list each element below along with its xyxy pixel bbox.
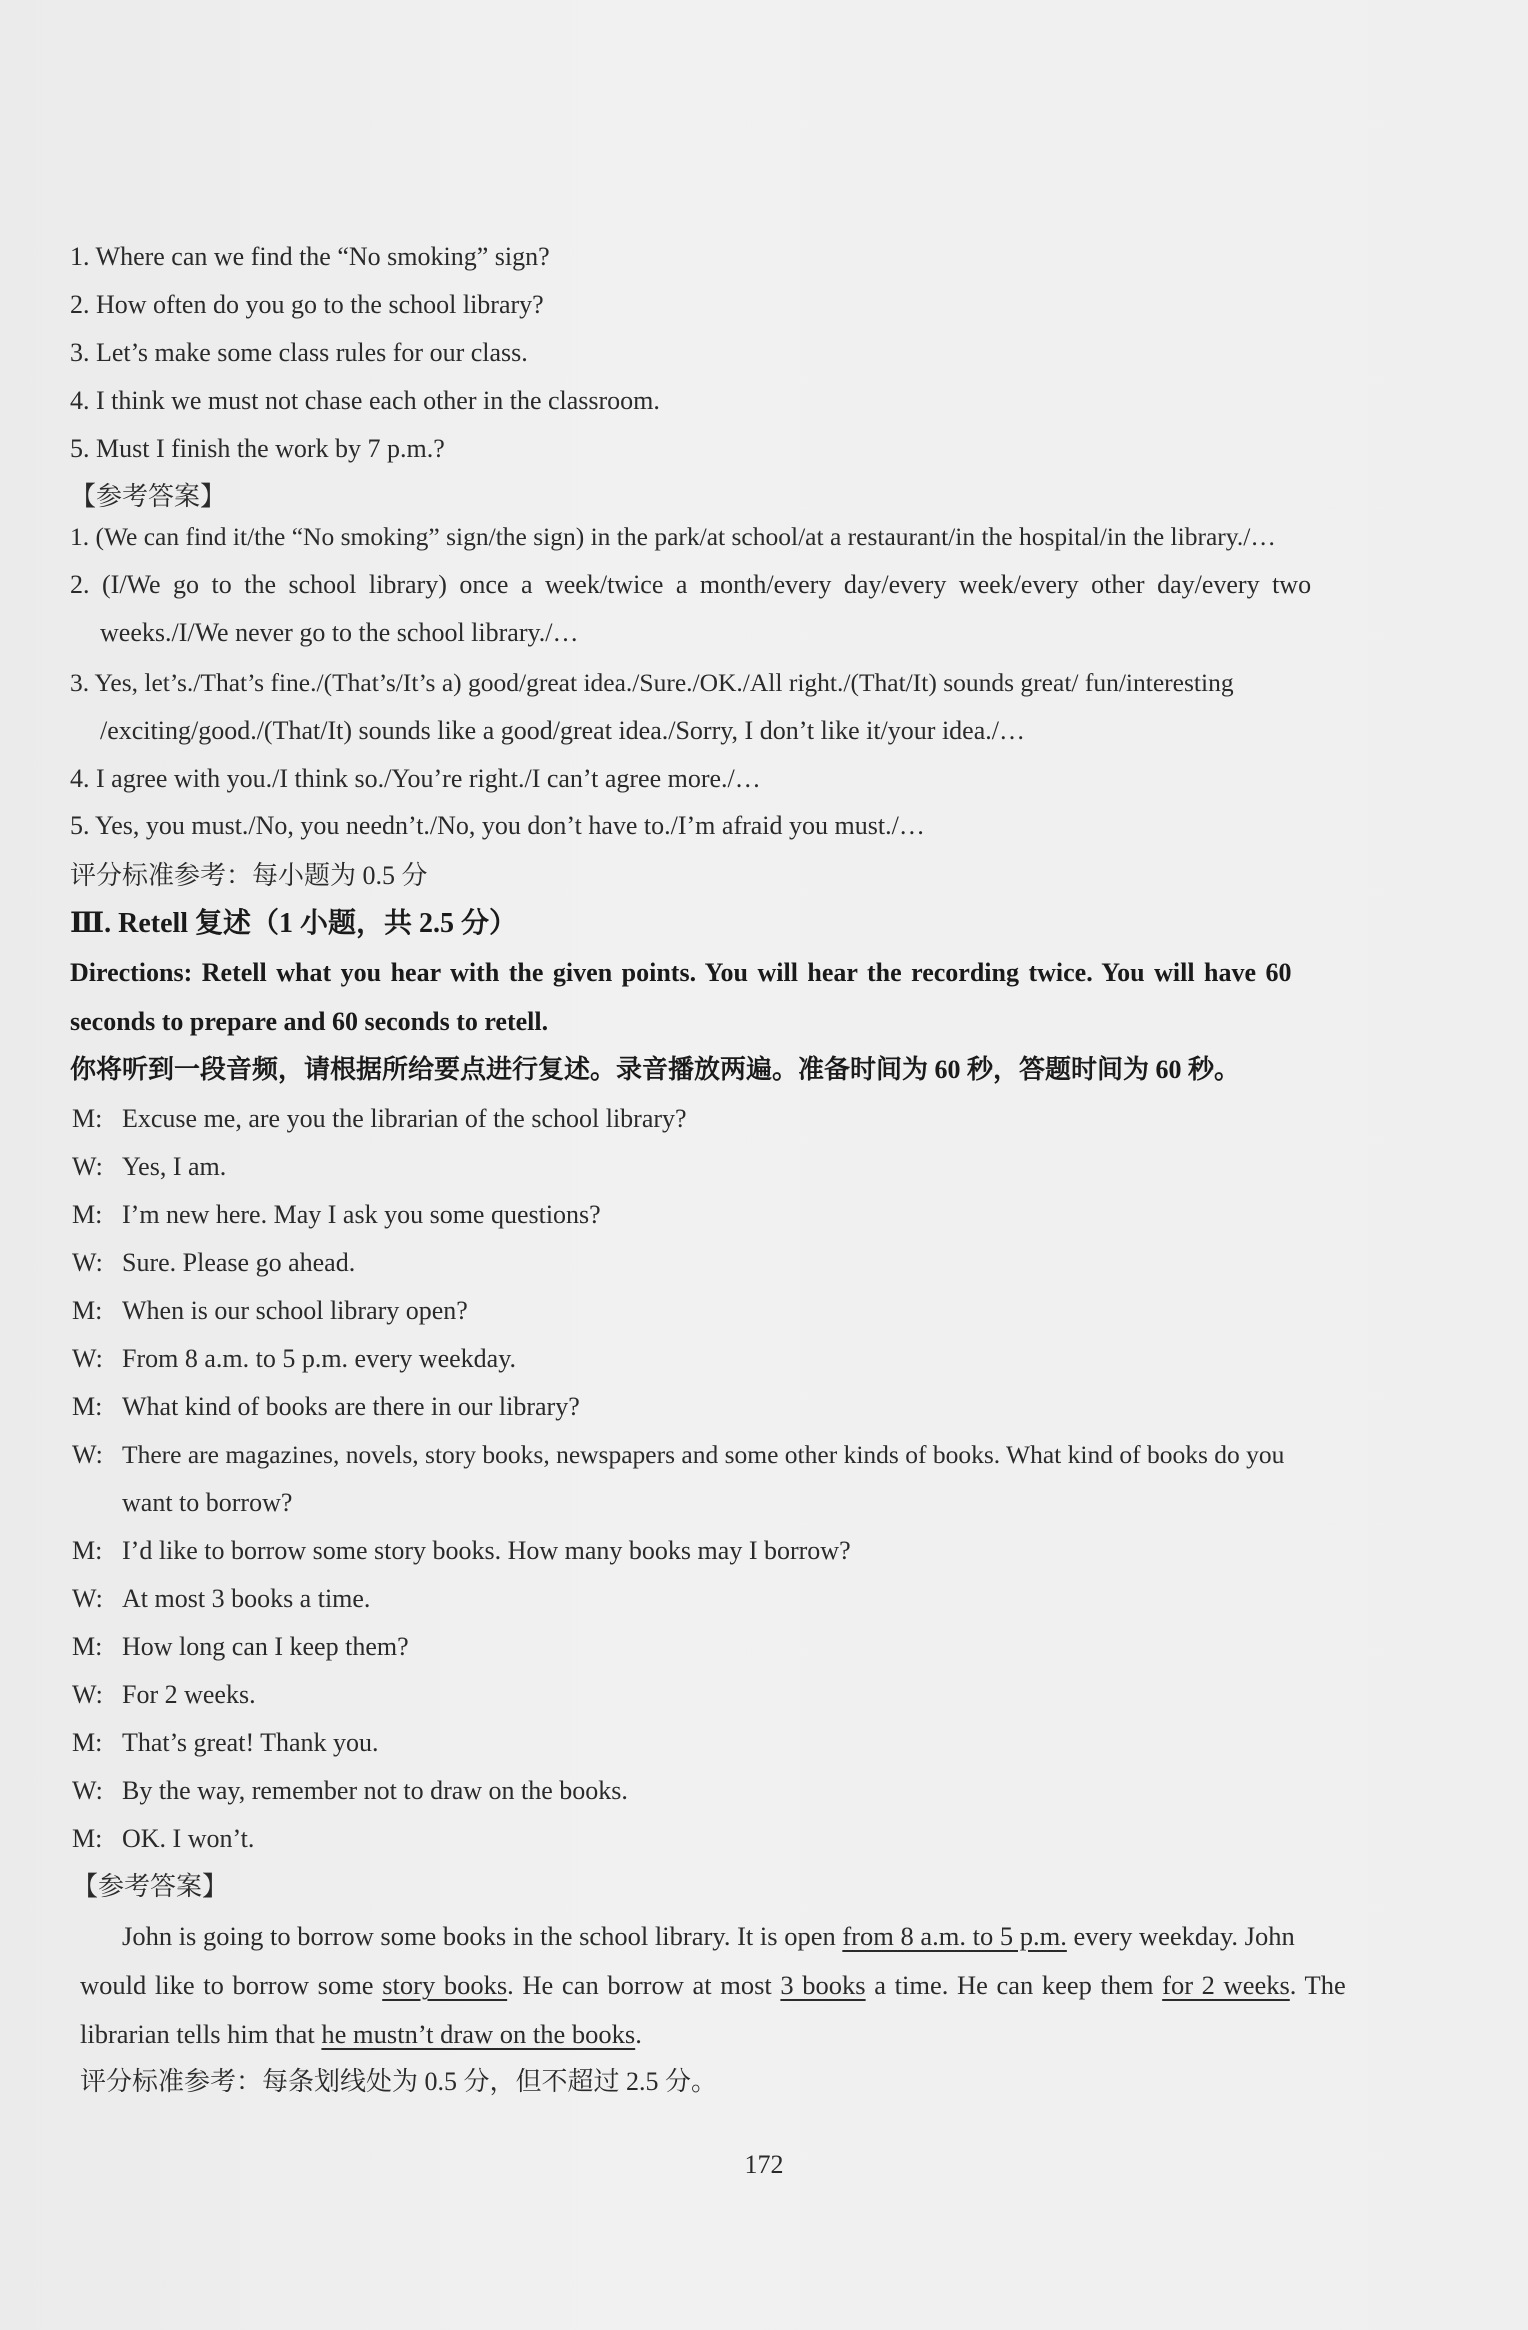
directions-line-2: seconds to prepare and 60 seconds to retell.	[70, 1007, 549, 1036]
summary-line-3	[80, 2018, 642, 2050]
scoring-note-2: 评分标准参考：每条划线处为 0.5 分，但不超过 2.5 分。	[80, 2067, 718, 2096]
answer-3-line-1: 3. Yes, let’s./That’s fine./(That’s/It’s a) good/great idea./Sure./OK./All right./(That/It) sounds great/ fun/interesting	[70, 668, 1234, 697]
summary-underlined: from 8 a.m. to 5 p.m.	[842, 1921, 1067, 1951]
dialogue-speaker: W:	[72, 1776, 103, 1805]
dialogue-text: Yes, I am.	[122, 1152, 227, 1181]
directions-line-1: Directions: Retell what you hear with the given points. You will hear the recording twice. You will have 60	[70, 958, 1292, 987]
dialogue-text: I’d like to borrow some story books. How many books may I borrow?	[122, 1536, 851, 1565]
page-number: 172	[744, 2150, 784, 2179]
answer-4: 4. I agree with you./I think so./You’re right./I can’t agree more./…	[70, 764, 761, 793]
answer-2-line-1: 2. (I/We go to the school library) once a week/twice a month/every day/every week/every other day/every two	[70, 570, 1312, 599]
answer-2-line-2: weeks./I/We never go to the school library./…	[100, 618, 579, 647]
summary-underlined: he mustn’t draw on the books	[321, 2019, 636, 2049]
dialogue-speaker: M:	[72, 1104, 103, 1133]
summary-underlined: 3 books	[780, 1970, 866, 2000]
dialogue-speaker: M:	[72, 1392, 103, 1421]
question-4: 4. I think we must not chase each other in the classroom.	[70, 386, 660, 415]
dialogue-speaker: W:	[72, 1440, 103, 1469]
question-5: 5. Must I finish the work by 7 p.m.?	[70, 434, 445, 463]
dialogue-text: By the way, remember not to draw on the books.	[122, 1776, 628, 1805]
dialogue-speaker: M:	[72, 1824, 103, 1853]
dialogue-text: What kind of books are there in our library?	[122, 1392, 580, 1421]
summary-text: John is going to borrow some books in the school library. It is open	[122, 1921, 843, 1951]
summary-underlined: for 2 weeks	[1162, 1970, 1290, 2000]
summary-text: librarian tells him that	[80, 2019, 322, 2049]
summary-underlined: story books	[382, 1970, 508, 2000]
summary-text: .	[635, 2019, 642, 2049]
summary-line-1	[122, 1920, 1295, 1952]
summary-text: a time. He can keep them	[865, 1970, 1163, 2000]
summary-text: every weekday. John	[1066, 1921, 1295, 1951]
dialogue-text: OK. I won’t.	[122, 1824, 255, 1853]
dialogue-text: That’s great! Thank you.	[122, 1728, 379, 1757]
dialogue-text: How long can I keep them?	[122, 1632, 409, 1661]
dialogue-speaker: W:	[72, 1152, 103, 1181]
dialogue-text: Excuse me, are you the librarian of the school library?	[122, 1104, 687, 1133]
dialogue-text: At most 3 books a time.	[122, 1584, 371, 1613]
dialogue-speaker: W:	[72, 1248, 103, 1277]
answer-5: 5. Yes, you must./No, you needn’t./No, you don’t have to./I’m afraid you must./…	[70, 811, 925, 840]
question-1: 1. Where can we find the “No smoking” sign?	[70, 242, 550, 271]
summary-text: . The	[1289, 1970, 1346, 2000]
scoring-note-1: 评分标准参考：每小题为 0.5 分	[70, 861, 428, 890]
dialogue-speaker: W:	[72, 1680, 103, 1709]
dialogue-text: For 2 weeks.	[122, 1680, 256, 1709]
instruction-cn: 你将听到一段音频，请根据所给要点进行复述。录音播放两遍。准备时间为 60 秒，答题时间为 60 秒。	[70, 1055, 1241, 1084]
summary-line-2	[80, 1969, 1346, 2001]
section-3-title: Ⅲ. Retell 复述（1 小题，共 2.5 分）	[70, 908, 518, 939]
answer-3-line-2: /exciting/good./(That/It) sounds like a good/great idea./Sorry, I don’t like it/your idea./…	[100, 716, 1025, 745]
answer-key-label: 【参考答案】	[72, 1872, 229, 1901]
dialogue-speaker: M:	[72, 1728, 103, 1757]
answer-key-label: 【参考答案】	[70, 482, 227, 511]
summary-text: . He can borrow at most	[507, 1970, 781, 2000]
summary-text: would like to borrow some	[80, 1970, 383, 2000]
dialogue-text: Sure. Please go ahead.	[122, 1248, 356, 1277]
answer-1: 1. (We can find it/the “No smoking” sign/the sign) in the park/at school/at a restaurant/in the hospital/in the library./…	[70, 522, 1276, 551]
dialogue-text: From 8 a.m. to 5 p.m. every weekday.	[122, 1344, 516, 1373]
dialogue-text: want to borrow?	[122, 1488, 293, 1517]
question-2: 2. How often do you go to the school library?	[70, 290, 544, 319]
question-3: 3. Let’s make some class rules for our class.	[70, 338, 528, 367]
dialogue-text: There are magazines, novels, story books, newspapers and some other kinds of books. What kind of books do you	[122, 1440, 1285, 1469]
dialogue-speaker: W:	[72, 1344, 103, 1373]
dialogue-text: I’m new here. May I ask you some questions?	[122, 1200, 601, 1229]
dialogue-speaker: W:	[72, 1584, 103, 1613]
dialogue-text: When is our school library open?	[122, 1296, 468, 1325]
dialogue-speaker: M:	[72, 1632, 103, 1661]
dialogue-speaker: M:	[72, 1200, 103, 1229]
dialogue-speaker: M:	[72, 1536, 103, 1565]
dialogue-speaker: M:	[72, 1296, 103, 1325]
